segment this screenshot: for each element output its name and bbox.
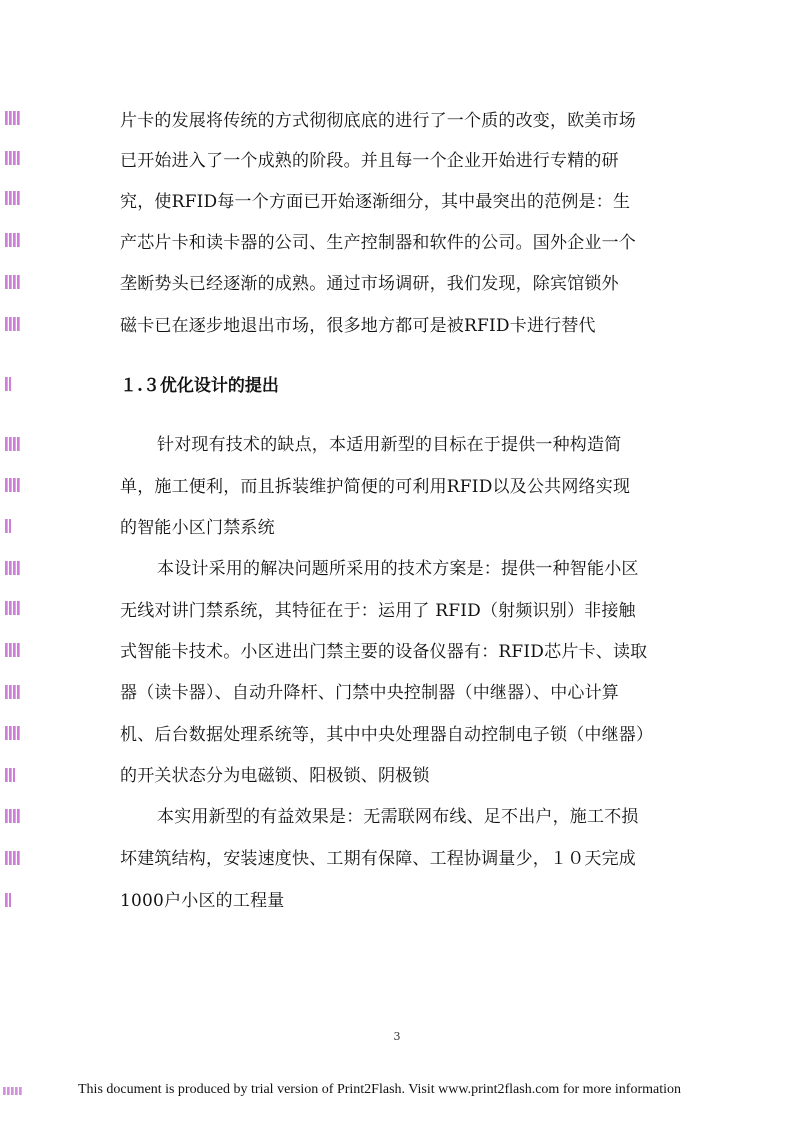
- margin-artifact: [5, 437, 21, 451]
- margin-artifact: [5, 643, 21, 657]
- body-text-line: 器（读卡器）、自动升降杆、门禁中央控制器（中继器）、中心计算: [120, 683, 619, 703]
- section-heading: １.３优化设计的提出: [120, 376, 279, 396]
- margin-artifact: [5, 519, 11, 533]
- margin-artifact: [5, 317, 21, 331]
- margin-artifact: [5, 111, 21, 125]
- body-text-line: 本实用新型的有益效果是：无需联网布线、足不出户，施工不损: [157, 807, 639, 827]
- body-text-line: 的智能小区门禁系统: [120, 518, 275, 538]
- margin-artifact: [5, 191, 21, 205]
- page-number: 3: [393, 1030, 401, 1043]
- margin-artifact: [5, 601, 21, 615]
- body-text-line: 1000户小区的工程量: [120, 891, 285, 911]
- margin-artifact: [5, 768, 15, 782]
- body-text-line: 无线对讲门禁系统，其特征在于：运用了 RFID（射频识别）非接触: [120, 601, 636, 621]
- body-text-line: 垄断势头已经逐渐的成熟。通过市场调研，我们发现，除宾馆锁外: [120, 274, 619, 294]
- margin-artifact: [5, 151, 21, 165]
- margin-artifact: [5, 809, 21, 823]
- body-text-line: 究，使RFID每一个方面已开始逐渐细分，其中最突出的范例是：生: [120, 192, 631, 212]
- body-text-line: 本设计采用的解决问题所采用的技术方案是：提供一种智能小区: [157, 559, 639, 579]
- margin-artifact: [5, 726, 21, 740]
- margin-artifact: [5, 478, 21, 492]
- body-text-line: 的开关状态分为电磁锁、阳极锁、阴极锁: [120, 766, 430, 786]
- margin-artifact: [5, 275, 21, 289]
- body-text-line: 已开始进入了一个成熟的阶段。并且每一个企业开始进行专精的研: [120, 151, 619, 171]
- margin-artifact: [5, 893, 11, 907]
- trial-version-notice: This document is produced by trial version of Print2Flash. Visit www.print2flash.com for more information: [78, 1082, 682, 1097]
- body-text-line: 坏建筑结构，安装速度快、工期有保障、工程协调量少，１０天完成: [120, 849, 636, 869]
- margin-artifact: [5, 233, 21, 247]
- margin-artifact: [5, 851, 21, 865]
- body-text-line: 针对现有技术的缺点，本适用新型的目标在于提供一种构造简: [157, 435, 622, 455]
- margin-artifact: [5, 377, 11, 391]
- body-text-line: 片卡的发展将传统的方式彻彻底底的进行了一个质的改变，欧美市场: [120, 111, 636, 131]
- body-text-line: 单，施工便利，而且拆装维护简便的可利用RFID以及公共网络实现: [120, 477, 631, 497]
- body-text-line: 磁卡已在逐步地退出市场，很多地方都可是被RFID卡进行替代: [120, 316, 596, 336]
- body-text-line: 机、后台数据处理系统等，其中中央处理器自动控制电子锁（中继器）: [120, 725, 654, 745]
- footer-artifact: [3, 1087, 23, 1095]
- margin-artifact: [5, 685, 21, 699]
- body-text-line: 式智能卡技术。小区进出门禁主要的设备仪器有：RFID芯片卡、读取: [120, 642, 648, 662]
- margin-artifact: [5, 561, 21, 575]
- body-text-line: 产芯片卡和读卡器的公司、生产控制器和软件的公司。国外企业一个: [120, 233, 636, 253]
